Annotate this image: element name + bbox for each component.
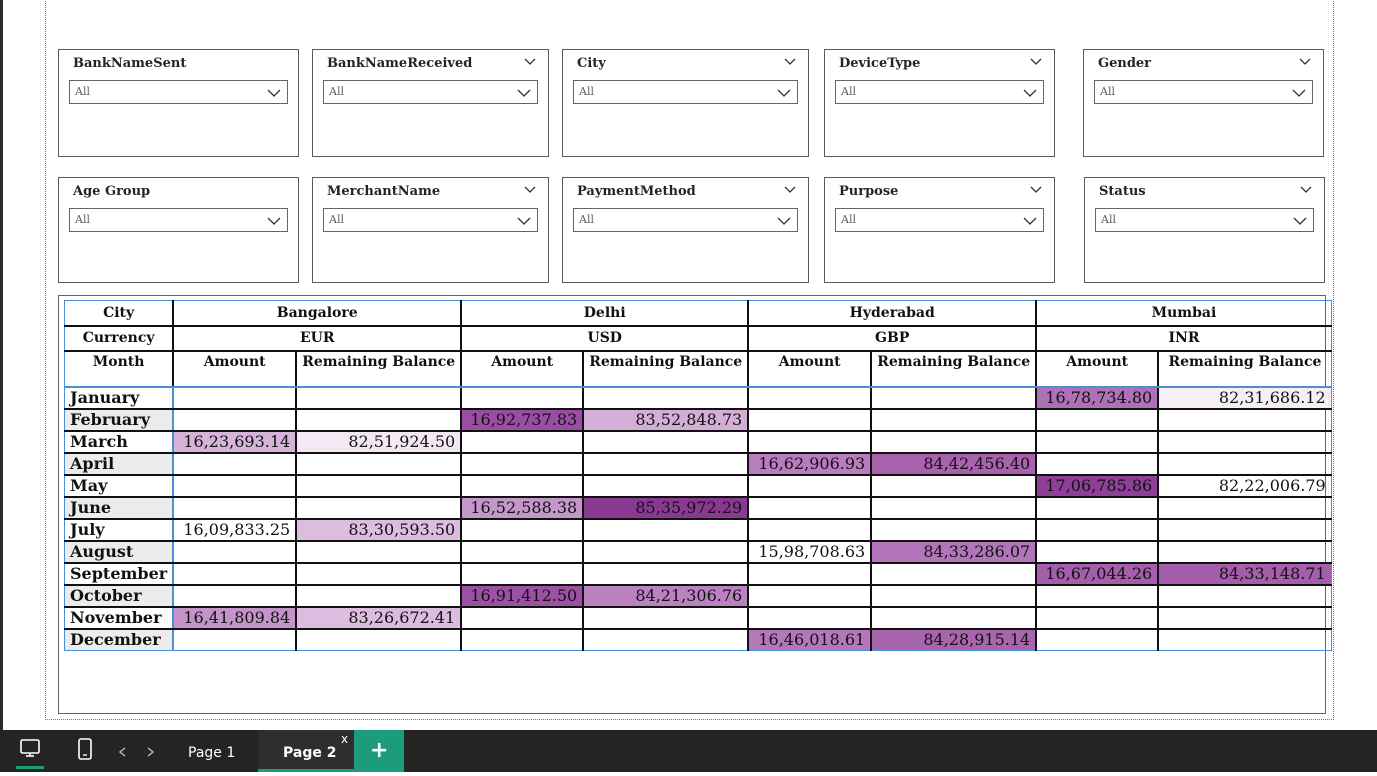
remaining-balance-cell[interactable]: 84,21,306.76: [583, 585, 748, 607]
remaining-balance-cell[interactable]: [871, 387, 1036, 409]
amount-cell[interactable]: [461, 629, 583, 651]
month-cell[interactable]: February: [65, 409, 174, 431]
remaining-balance-cell[interactable]: [871, 431, 1036, 453]
chevron-down-icon[interactable]: [1030, 56, 1042, 66]
amount-cell[interactable]: [1036, 453, 1158, 475]
slicer-selected-value: All: [841, 85, 856, 98]
month-cell[interactable]: December: [65, 629, 174, 651]
remaining-balance-cell[interactable]: [1158, 541, 1331, 563]
remaining-balance-cell[interactable]: [1158, 607, 1331, 629]
month-cell[interactable]: January: [65, 387, 174, 409]
mobile-phone-icon: [70, 730, 100, 772]
amount-cell[interactable]: [748, 519, 871, 541]
remaining-balance-cell[interactable]: [296, 475, 461, 497]
remaining-balance-cell[interactable]: 83,52,848.73: [583, 409, 748, 431]
amount-cell[interactable]: [1036, 431, 1158, 453]
city-header[interactable]: Bangalore: [173, 301, 461, 326]
amount-cell[interactable]: [748, 563, 871, 585]
amount-cell[interactable]: [173, 409, 296, 431]
table-row: [65, 541, 1332, 563]
remaining-balance-cell[interactable]: [1158, 585, 1331, 607]
slicer-dropdown[interactable]: [69, 80, 288, 104]
header-row-currency: [65, 326, 1332, 351]
chevron-down-icon[interactable]: [524, 184, 536, 194]
slicer-age-group: [58, 177, 299, 283]
amount-cell[interactable]: 16,23,693.14: [173, 431, 296, 453]
remaining-balance-cell[interactable]: [296, 453, 461, 475]
remaining-balance-cell[interactable]: 84,42,456.40: [871, 453, 1036, 475]
remaining-balance-cell[interactable]: [871, 585, 1036, 607]
chevron-right-icon: [141, 743, 159, 761]
chevron-down-icon: [267, 88, 281, 98]
amount-cell[interactable]: 16,52,588.38: [461, 497, 583, 519]
amount-cell[interactable]: [1036, 519, 1158, 541]
amount-cell[interactable]: [461, 431, 583, 453]
amount-cell[interactable]: [461, 541, 583, 563]
slicer-title: MerchantName: [327, 184, 441, 199]
month-cell[interactable]: November: [65, 607, 174, 629]
remaining-balance-cell[interactable]: [583, 387, 748, 409]
amount-cell[interactable]: [748, 497, 871, 519]
row-header-month: Month: [65, 351, 174, 387]
amount-cell[interactable]: [461, 387, 583, 409]
table-row: [65, 607, 1332, 629]
remaining-balance-cell[interactable]: [871, 497, 1036, 519]
remaining-balance-cell[interactable]: 82,31,686.12: [1158, 387, 1331, 409]
slicer-gender: [1083, 49, 1324, 157]
remaining-balance-cell[interactable]: [871, 409, 1036, 431]
slicer-banknamesent: [58, 49, 299, 157]
slicer-dropdown[interactable]: [1094, 80, 1313, 104]
slicer-paymentmethod: [562, 177, 809, 283]
amount-cell[interactable]: [1036, 409, 1158, 431]
slicer-devicetype: [824, 49, 1055, 157]
slicer-title: Purpose: [839, 184, 899, 199]
amount-cell[interactable]: [173, 629, 296, 651]
remaining-balance-cell[interactable]: [1158, 453, 1331, 475]
remaining-balance-cell[interactable]: [1158, 629, 1331, 651]
table-row: [65, 585, 1332, 607]
month-cell[interactable]: July: [65, 519, 174, 541]
tab-page-1[interactable]: [170, 730, 252, 772]
chevron-down-icon: [1292, 88, 1306, 98]
slicer-dropdown[interactable]: [573, 80, 798, 104]
remaining-balance-cell[interactable]: [871, 475, 1036, 497]
table-row: [65, 431, 1332, 453]
remaining-balance-cell[interactable]: 85,35,972.29: [583, 497, 748, 519]
row-header-city: City: [65, 301, 174, 326]
amount-cell[interactable]: [173, 453, 296, 475]
chevron-down-icon[interactable]: [784, 56, 796, 66]
remaining-balance-cell[interactable]: 82,51,924.50: [296, 431, 461, 453]
remaining-balance-cell[interactable]: [583, 519, 748, 541]
amount-column-header[interactable]: Amount: [461, 351, 583, 387]
slicer-selected-value: All: [579, 85, 594, 98]
remaining-balance-cell[interactable]: [1158, 409, 1331, 431]
page-navigator: [0, 730, 1377, 772]
remaining-balance-cell[interactable]: [583, 607, 748, 629]
table-row: [65, 387, 1332, 409]
slicer-city: [562, 49, 809, 157]
remaining-balance-cell[interactable]: [296, 409, 461, 431]
remaining-balance-cell[interactable]: [296, 585, 461, 607]
amount-cell[interactable]: [748, 431, 871, 453]
remaining-balance-cell[interactable]: [871, 519, 1036, 541]
remaining-balance-cell[interactable]: [296, 541, 461, 563]
amount-cell[interactable]: [173, 387, 296, 409]
slicer-dropdown[interactable]: [835, 80, 1044, 104]
slicer-title: City: [577, 56, 606, 71]
slicer-dropdown[interactable]: [573, 208, 798, 232]
month-cell[interactable]: June: [65, 497, 174, 519]
chevron-down-icon: [1293, 216, 1307, 226]
matrix-table: [64, 300, 1332, 651]
slicer-merchantname: [312, 177, 549, 283]
amount-cell[interactable]: [461, 475, 583, 497]
amount-cell[interactable]: [748, 409, 871, 431]
amount-cell[interactable]: 16,46,018.61: [748, 629, 871, 651]
amount-cell[interactable]: 16,92,737.83: [461, 409, 583, 431]
left-edge: [0, 0, 3, 730]
remaining-balance-cell[interactable]: [583, 453, 748, 475]
amount-cell[interactable]: [748, 387, 871, 409]
slicer-selected-value: All: [841, 213, 856, 226]
chevron-down-icon: [1023, 216, 1037, 226]
amount-cell[interactable]: [1036, 497, 1158, 519]
slicer-banknamereceived: [312, 49, 549, 157]
amount-cell[interactable]: [1036, 541, 1158, 563]
remaining-balance-cell[interactable]: [583, 541, 748, 563]
table-row: [65, 563, 1332, 585]
remaining-balance-cell[interactable]: 83,26,672.41: [296, 607, 461, 629]
chevron-down-icon: [267, 216, 281, 226]
month-cell[interactable]: March: [65, 431, 174, 453]
next-page-button[interactable]: [141, 743, 159, 761]
remaining-balance-cell[interactable]: 82,22,006.79: [1158, 475, 1331, 497]
amount-cell[interactable]: [748, 475, 871, 497]
slicer-selected-value: All: [579, 213, 594, 226]
city-header[interactable]: Mumbai: [1036, 301, 1331, 326]
remaining-balance-cell[interactable]: [296, 563, 461, 585]
slicer-selected-value: All: [75, 85, 90, 98]
amount-cell[interactable]: [1036, 585, 1158, 607]
slicer-dropdown[interactable]: [323, 80, 538, 104]
tab-page-2-label: Page 2: [283, 745, 337, 761]
slicer-title: Gender: [1098, 56, 1152, 71]
slicer-dropdown[interactable]: [1095, 208, 1314, 232]
currency-header[interactable]: USD: [461, 326, 748, 351]
chevron-down-icon[interactable]: [1030, 184, 1042, 194]
slicer-title: Status: [1099, 184, 1146, 199]
remaining-balance-cell[interactable]: 84,28,915.14: [871, 629, 1036, 651]
slicer-title: DeviceType: [839, 56, 921, 71]
slicer-selected-value: All: [1100, 85, 1115, 98]
slicer-selected-value: All: [1101, 213, 1116, 226]
amount-cell[interactable]: [173, 585, 296, 607]
amount-cell[interactable]: 16,62,906.93: [748, 453, 871, 475]
amount-cell[interactable]: [1036, 607, 1158, 629]
slicer-dropdown[interactable]: [835, 208, 1044, 232]
amount-cell[interactable]: 16,41,809.84: [173, 607, 296, 629]
amount-column-header[interactable]: Amount: [748, 351, 871, 387]
amount-cell[interactable]: [1036, 629, 1158, 651]
remaining-balance-cell[interactable]: [583, 431, 748, 453]
remaining-balance-cell[interactable]: [583, 629, 748, 651]
amount-cell[interactable]: [173, 563, 296, 585]
mobile-layout-button[interactable]: [70, 730, 100, 772]
month-cell[interactable]: September: [65, 563, 174, 585]
slicer-selected-value: All: [329, 213, 344, 226]
amount-cell[interactable]: [748, 607, 871, 629]
city-header[interactable]: Delhi: [461, 301, 748, 326]
plus-icon: +: [370, 738, 389, 763]
slicer-title: Age Group: [73, 184, 151, 199]
header-row-city: [65, 301, 1332, 326]
header-row-measures: [65, 351, 1332, 387]
month-cell[interactable]: October: [65, 585, 174, 607]
chevron-left-icon: [114, 743, 132, 761]
remaining-balance-column-header[interactable]: Remaining Balance: [296, 351, 461, 387]
remaining-balance-cell[interactable]: [583, 563, 748, 585]
close-tab-button[interactable]: x: [341, 732, 349, 746]
amount-cell[interactable]: [461, 607, 583, 629]
slicer-title: BankNameSent: [73, 56, 187, 71]
chevron-down-icon: [777, 216, 791, 226]
remaining-balance-cell[interactable]: [871, 563, 1036, 585]
amount-cell[interactable]: [173, 541, 296, 563]
amount-cell[interactable]: 16,91,412.50: [461, 585, 583, 607]
city-header[interactable]: Hyderabad: [748, 301, 1036, 326]
tab-page-2[interactable]: [258, 730, 354, 772]
chevron-down-icon[interactable]: [1299, 56, 1311, 66]
remaining-balance-column-header[interactable]: Remaining Balance: [871, 351, 1036, 387]
amount-cell[interactable]: 17,06,785.86: [1036, 475, 1158, 497]
slicer-purpose: [824, 177, 1055, 283]
chevron-down-icon: [517, 216, 531, 226]
desktop-layout-button[interactable]: [0, 730, 44, 772]
amount-cell[interactable]: [461, 519, 583, 541]
chevron-down-icon: [517, 88, 531, 98]
table-row: [65, 519, 1332, 541]
amount-cell[interactable]: [173, 475, 296, 497]
month-cell[interactable]: May: [65, 475, 174, 497]
amount-column-header[interactable]: Amount: [173, 351, 296, 387]
amount-cell[interactable]: 16,78,734.80: [1036, 387, 1158, 409]
amount-cell[interactable]: [748, 585, 871, 607]
slicer-title: PaymentMethod: [577, 184, 696, 199]
amount-cell[interactable]: 16,09,833.25: [173, 519, 296, 541]
remaining-balance-cell[interactable]: [1158, 431, 1331, 453]
chevron-down-icon[interactable]: [524, 56, 536, 66]
chevron-down-icon[interactable]: [1300, 184, 1312, 194]
desktop-icon: [0, 730, 44, 772]
month-cell[interactable]: April: [65, 453, 174, 475]
slicer-dropdown[interactable]: [69, 208, 288, 232]
table-row: [65, 409, 1332, 431]
remaining-balance-cell[interactable]: [1158, 519, 1331, 541]
slicer-title: BankNameReceived: [327, 56, 473, 71]
tab-page-1-label: Page 1: [188, 745, 236, 761]
remaining-balance-cell[interactable]: [296, 497, 461, 519]
chevron-down-icon[interactable]: [784, 184, 796, 194]
slicer-status: [1084, 177, 1325, 283]
amount-cell[interactable]: [461, 453, 583, 475]
amount-cell[interactable]: 15,98,708.63: [748, 541, 871, 563]
month-cell[interactable]: August: [65, 541, 174, 563]
amount-cell[interactable]: 16,67,044.26: [1036, 563, 1158, 585]
row-header-currency: Currency: [65, 326, 174, 351]
remaining-balance-cell[interactable]: [1158, 497, 1331, 519]
amount-cell[interactable]: [461, 563, 583, 585]
table-row: [65, 475, 1332, 497]
remaining-balance-column-header[interactable]: Remaining Balance: [583, 351, 748, 387]
table-row: [65, 497, 1332, 519]
remaining-balance-cell[interactable]: [296, 387, 461, 409]
amount-cell[interactable]: [173, 497, 296, 519]
currency-header[interactable]: EUR: [173, 326, 461, 351]
remaining-balance-cell[interactable]: [583, 475, 748, 497]
chevron-down-icon: [777, 88, 791, 98]
currency-header[interactable]: GBP: [748, 326, 1036, 351]
remaining-balance-cell[interactable]: 84,33,148.71: [1158, 563, 1331, 585]
slicer-selected-value: All: [75, 213, 90, 226]
remaining-balance-cell[interactable]: [296, 629, 461, 651]
prev-page-button[interactable]: [114, 743, 132, 761]
slicer-selected-value: All: [329, 85, 344, 98]
remaining-balance-column-header[interactable]: Remaining Balance: [1158, 351, 1331, 387]
currency-header[interactable]: INR: [1036, 326, 1331, 351]
remaining-balance-cell[interactable]: [871, 607, 1036, 629]
add-page-button[interactable]: [354, 730, 404, 772]
slicer-dropdown[interactable]: [323, 208, 538, 232]
chevron-down-icon: [1023, 88, 1037, 98]
remaining-balance-cell[interactable]: 83,30,593.50: [296, 519, 461, 541]
remaining-balance-cell[interactable]: 84,33,286.07: [871, 541, 1036, 563]
amount-column-header[interactable]: Amount: [1036, 351, 1158, 387]
table-row: [65, 629, 1332, 651]
table-row: [65, 453, 1332, 475]
